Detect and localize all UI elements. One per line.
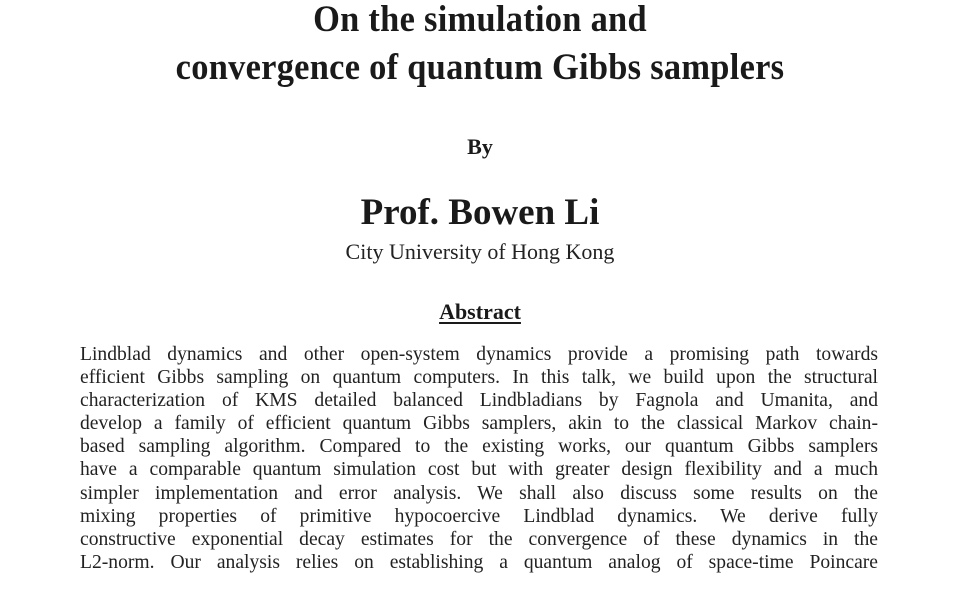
by-label: By [467,134,493,159]
abstract-line [80,505,878,528]
abstract-line-text: constructive exponential decay estimates for the convergence of these dynamics in the [80,528,878,550]
abstract-line [80,482,878,505]
abstract-body [80,343,878,574]
abstract-line [80,528,878,551]
abstract-line [80,435,878,458]
abstract-heading-text: Abstract [439,299,521,324]
speaker-affiliation: City University of Hong Kong [345,239,615,264]
abstract-line [80,412,878,435]
abstract-line [80,551,878,574]
abstract-line [80,458,878,481]
speaker-name: Prof. Bowen Li [360,192,600,233]
abstract-line-text: mixing properties of primitive hypocoercive Lindblad dynamics. We derive fully [80,505,878,527]
abstract-line [80,389,878,412]
talk-title [34,0,927,92]
talk-title-line-1: On the simulation and [313,0,647,40]
abstract-line [80,343,878,366]
abstract-line-text: L2-norm. Our analysis relies on establishing a quantum analog of space-time Poincare [80,551,878,573]
abstract-line-text: characterization of KMS detailed balanced Lindbladians by Fagnola and Umanita, and [80,390,878,412]
abstract-line-text: simpler implementation and error analysis. We shall also discuss some results on the [80,482,878,504]
abstract-line [80,366,878,389]
abstract-line-text: Lindblad dynamics and other open-system dynamics provide a promising path towards [80,344,878,365]
abstract-line-text: efficient Gibbs sampling on quantum computers. In this talk, we build upon the structural [80,367,878,389]
abstract-line-text: have a comparable quantum simulation cost but with greater design flexibility and a much [80,459,878,481]
abstract-line-text: based sampling algorithm. Compared to the existing works, our quantum Gibbs samplers [80,436,878,458]
abstract-heading [0,297,960,327]
talk-title-line-2: convergence of quantum Gibbs samplers [175,47,785,88]
abstract-line-text: develop a family of efficient quantum Gibbs samplers, akin to the classical Markov chain- [80,413,878,435]
